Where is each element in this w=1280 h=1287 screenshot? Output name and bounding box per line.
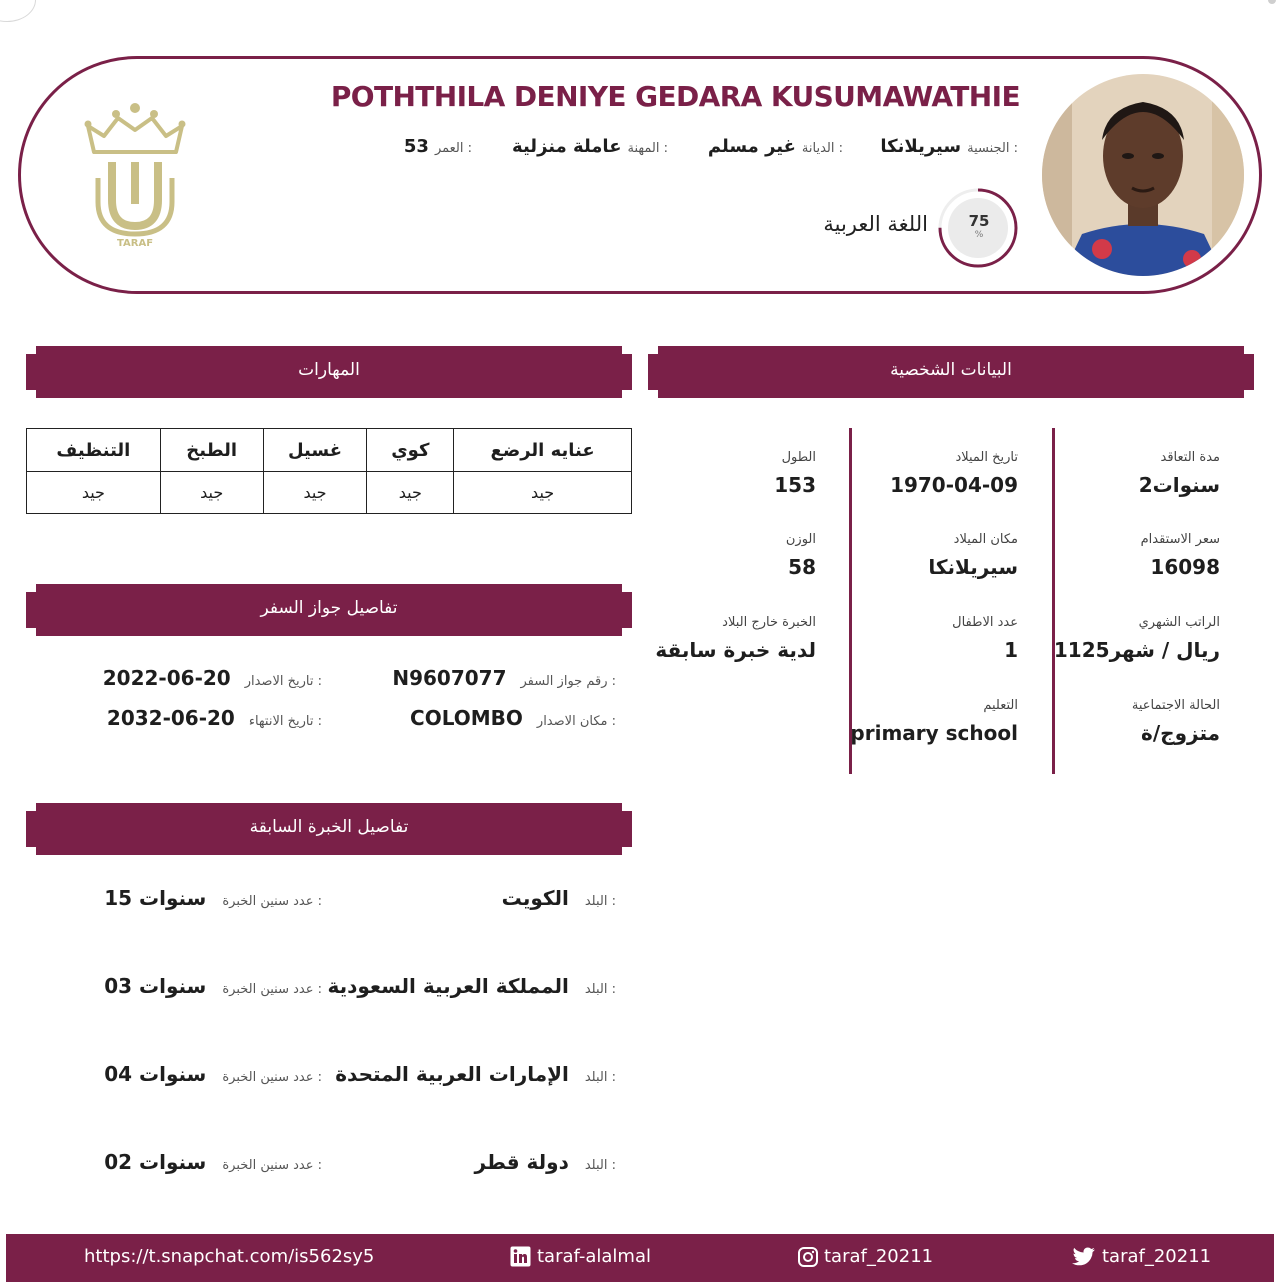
- education-label: التعليم: [983, 698, 1018, 713]
- nationality-value: سيريلانكا: [880, 136, 962, 157]
- snapchat-link[interactable]: [84, 1246, 374, 1267]
- birth-place-value: سيريلانكا: [928, 555, 1018, 579]
- arabic-level-value: 75: [968, 212, 990, 230]
- weight-value: 58: [788, 555, 816, 579]
- country-value: المملكة العربية السعودية: [327, 974, 569, 998]
- experience-years: [104, 1062, 322, 1086]
- marital-status-label: الحالة الاجتماعية: [1131, 698, 1220, 713]
- salary-field: [1050, 615, 1220, 662]
- experience-country: [335, 1062, 616, 1086]
- years-label: عدد سنين الخبرة :: [222, 1158, 322, 1173]
- skills-section-title: المهارات: [298, 360, 360, 380]
- religion-value: غير مسلم: [707, 136, 796, 157]
- salary-value: 1125ريال / شهر: [1053, 638, 1220, 662]
- issue-place-field: [410, 706, 616, 730]
- skill-header: الطبخ: [160, 429, 263, 472]
- weight-field: [646, 532, 816, 579]
- years-label: عدد سنين الخبرة :: [222, 894, 322, 909]
- age-value: 53: [403, 136, 429, 157]
- height-field: [646, 450, 816, 497]
- experience-country: [502, 886, 616, 910]
- marital-status-field: [1050, 698, 1220, 745]
- passport-section-title: تفاصيل جواز السفر: [260, 598, 398, 618]
- years-value: 04 سنوات: [104, 1062, 207, 1086]
- recruit-price-field: [1050, 532, 1220, 579]
- skills-table: [26, 428, 632, 514]
- height-value: 153: [774, 473, 816, 497]
- issue-date-label: تاريخ الاصدار :: [244, 674, 322, 689]
- birth-date-value: 1970-04-09: [890, 473, 1018, 497]
- snapchat-url[interactable]: https://t.snapchat.com/is562sy5: [84, 1246, 375, 1267]
- birth-date-label: تاريخ الميلاد: [955, 450, 1018, 465]
- linkedin-icon: [510, 1246, 531, 1267]
- issue-date-field: [103, 666, 322, 690]
- weight-label: الوزن: [785, 532, 816, 547]
- experience-country: [475, 1150, 616, 1174]
- passport-number-value: N9607077: [392, 666, 507, 690]
- candidate-name: POTHTHILA DENIYE GEDARA KUSUMAWATHIE: [330, 80, 1020, 113]
- years-value: 15 سنوات: [104, 886, 207, 910]
- expiry-date-value: 2032-06-20: [106, 706, 235, 730]
- experience-section-header: [26, 803, 632, 855]
- twitter-handle[interactable]: taraf_20211: [1102, 1246, 1212, 1267]
- education-value: primary school: [850, 721, 1018, 745]
- skill-rating: جيد: [27, 472, 161, 514]
- years-label: عدد سنين الخبرة :: [222, 1070, 322, 1085]
- passport-section-header: [26, 584, 632, 636]
- nationality-field: [880, 136, 1018, 157]
- experience-abroad-value: لدية خبرة سابقة: [655, 638, 816, 662]
- personal-section-header: [648, 346, 1254, 398]
- footer-bar: [6, 1234, 1274, 1282]
- experience-country: [327, 974, 616, 998]
- country-label: البلد :: [584, 982, 616, 997]
- birth-place-field: [848, 532, 1018, 579]
- experience-years: [104, 974, 322, 998]
- personal-section-title: البيانات الشخصية: [890, 360, 1012, 380]
- experience-abroad-label: الخبرة خارج البلاد: [722, 615, 816, 630]
- skill-rating: جيد: [454, 472, 632, 514]
- skill-header: عنايه الرضع: [454, 429, 632, 472]
- country-value: الإمارات العربية المتحدة: [335, 1062, 569, 1086]
- contract-field: [1050, 450, 1220, 497]
- skill-header: كوي: [367, 429, 454, 472]
- profile-photo: [1042, 74, 1244, 276]
- instagram-handle[interactable]: taraf_20211: [824, 1246, 934, 1267]
- profession-value: عاملة منزلية: [512, 136, 622, 157]
- skills-section-header: [26, 346, 632, 398]
- children-field: [848, 615, 1018, 662]
- instagram-link[interactable]: [798, 1246, 933, 1267]
- passport-number-label: رقم جواز السفر :: [520, 674, 616, 689]
- skills-header-row: [27, 429, 632, 472]
- children-label: عدد الاطفال: [952, 615, 1018, 630]
- country-value: دولة قطر: [474, 1150, 569, 1174]
- experience-years: [104, 886, 322, 910]
- height-label: الطول: [781, 450, 816, 465]
- skill-rating: جيد: [263, 472, 367, 514]
- children-value: 1: [1004, 638, 1018, 662]
- logo-text: TARAF: [116, 238, 154, 249]
- arabic-language-label: اللغة العربية: [823, 212, 928, 236]
- experience-abroad-field: [646, 615, 816, 662]
- years-label: عدد سنين الخبرة :: [222, 982, 322, 997]
- scroll-indicator: [1268, 0, 1276, 4]
- marital-status-value: متزوج/ة: [1141, 721, 1220, 745]
- linkedin-link[interactable]: [510, 1246, 651, 1267]
- birth-date-field: [848, 450, 1018, 497]
- nationality-label: الجنسية :: [967, 141, 1018, 156]
- age-field: [404, 136, 472, 157]
- years-value: 02 سنوات: [104, 1150, 207, 1174]
- skill-header: التنظيف: [27, 429, 161, 472]
- issue-date-value: 2022-06-20: [102, 666, 231, 690]
- years-value: 03 سنوات: [104, 974, 207, 998]
- skill-header: غسيل: [263, 429, 367, 472]
- recruit-price-value: 16098: [1150, 555, 1220, 579]
- passport-number-field: [392, 666, 616, 690]
- arabic-level-unit: %: [974, 230, 984, 240]
- religion-field: [708, 136, 843, 157]
- linkedin-handle[interactable]: taraf-alalmal: [537, 1246, 651, 1267]
- instagram-icon: [798, 1247, 818, 1267]
- country-label: البلد :: [584, 1070, 616, 1085]
- country-label: البلد :: [584, 894, 616, 909]
- skills-rating-row: [27, 472, 632, 514]
- contract-label: مدة التعاقد: [1160, 450, 1220, 465]
- experience-years: [104, 1150, 322, 1174]
- profession-field: [512, 136, 668, 157]
- country-value: الكويت: [501, 886, 569, 910]
- twitter-link[interactable]: [1072, 1246, 1211, 1267]
- issue-place-label: مكان الاصدار :: [536, 714, 616, 729]
- issue-place-value: COLOMBO: [410, 706, 523, 730]
- recruit-price-label: سعر الاستقدام: [1140, 532, 1220, 547]
- country-label: البلد :: [584, 1158, 616, 1173]
- age-label: العمر :: [434, 141, 472, 156]
- expiry-date-field: [107, 706, 322, 730]
- profession-label: المهنة :: [627, 141, 668, 156]
- corner-decoration: [0, 0, 36, 22]
- expiry-date-label: تاريخ الانتهاء :: [248, 714, 322, 729]
- education-field: [848, 698, 1018, 745]
- taraf-logo: [82, 100, 188, 250]
- birth-place-label: مكان الميلاد: [953, 532, 1018, 547]
- experience-section-title: تفاصيل الخبرة السابقة: [249, 817, 409, 837]
- salary-label: الراتب الشهري: [1138, 615, 1220, 630]
- contract-value: 2سنوات: [1138, 473, 1220, 497]
- religion-label: الديانة :: [801, 141, 843, 156]
- twitter-icon: [1072, 1247, 1096, 1267]
- skill-rating: جيد: [160, 472, 263, 514]
- skill-rating: جيد: [367, 472, 454, 514]
